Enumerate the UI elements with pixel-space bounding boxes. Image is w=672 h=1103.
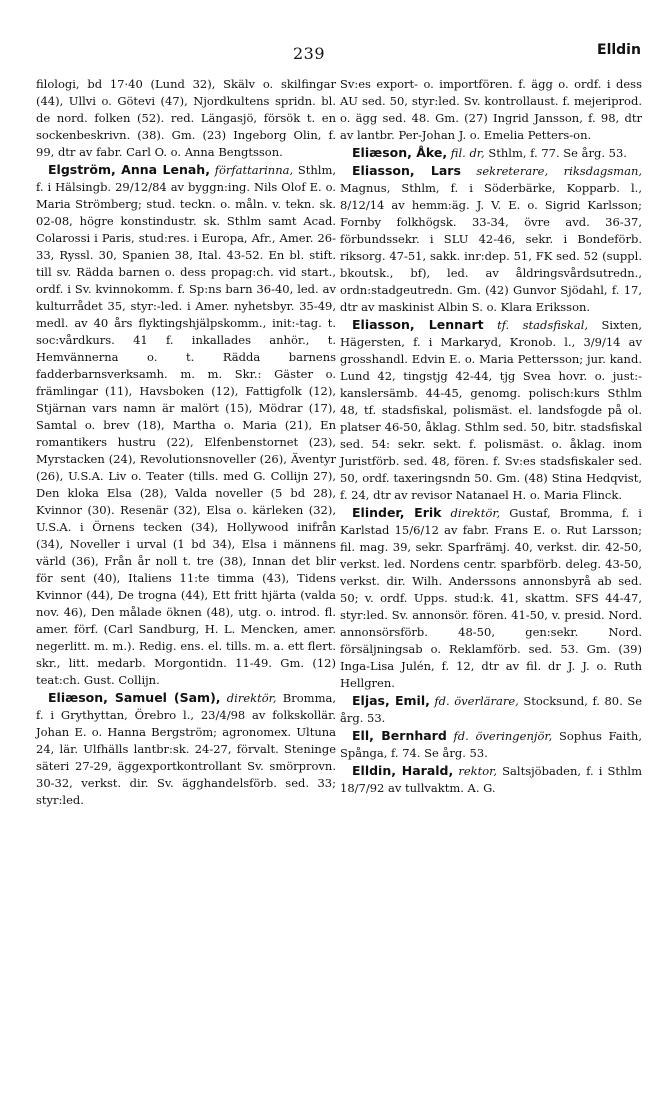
page-number: 239: [293, 44, 326, 63]
entry-text: Sixten, Hägersten, f. i Markaryd, Kronob. l., 3/9/14 av grosshandl. Edvin E. o. Maria Pettersson; jur. kand. Lund 42, tingstjg 42-44, tjg Svea hovr. o. just:-kanslersämb. 44-45, genomg. polisch:kurs Sthlm 48, tf. stadsfiskal, polismäst. el. landsfogde på ol. platser 46-50, åklag. Sthlm sed. 50, bitr. stadsfiskal sed. 54: sekr. sekt. f. polismäst. o. åklag. inom Juristförb. sed. 48, fören. f. Sv:es stadsfiskaler sed. 50, ordf. taxeringsndn 50. Gm. (48) Stina Hedqvist, f. 24, dtr av revisor Natanael H. o. Maria Flinck.: [340, 318, 643, 502]
entry-occupation: tf. stadsfiskal,: [497, 318, 589, 332]
entry-text: Sv:es export- o. importfören. f. ägg o. ordf. i dess AU sed. 50, styr:led. Sv. kontrollaust. f. mejeriprod. o. ägg sed. 48. Gm. (27) Ingrid Jansson, f. 98, dtr av lantbr. Per-Johan J. o. Emelia Petters-on.: [340, 77, 642, 142]
entry-text: Gustaf, Bromma, f. i Karlstad 15/6/12 av fabr. Frans E. o. Rut Larsson; fil. mag. 39, sekr. Sparfrämj. 40, verkst. dir. 42-50, verkst. led. Nordens centr. sparbförb. deleg. 43-50, verkst. dir. Wilh. Anderssons annonsbyrå ab sed. 50; v. ordf. Upps. stud:k. 41, skattm. SFS 44-47, styr:led. Sv. annonsör. fören. 41-50, v. presid. Nord. annonsörsförb. 48-50, gen:sekr. Nord. försäljningsab o. Reklamförb. sed. 53. Gm. (39) Inga-Lisa Julén, f. 12, dtr av fil. dr J. J. o. Ruth Hellgren.: [340, 506, 642, 690]
entry: [36, 689, 336, 809]
entry-headword: Eliasson, Lars: [352, 163, 461, 178]
entry-occupation: direktör,: [450, 506, 501, 520]
entry-headword: Eliæson, Åke,: [352, 145, 448, 160]
entry: [340, 504, 642, 692]
entry-occupation: fd. överingenjör,: [453, 729, 553, 743]
entry: [340, 762, 642, 797]
entry-text: Sophus Faith, Spånga, f. 74. Se årg. 53.: [340, 729, 642, 760]
entry: [340, 727, 642, 762]
entry: [340, 144, 642, 162]
page-header: [0, 30, 672, 63]
right-column: [340, 76, 642, 797]
entry: [36, 161, 336, 689]
running-head: Elldin: [597, 42, 641, 58]
entry: [36, 76, 336, 161]
entry: [340, 76, 642, 144]
entry: [340, 692, 642, 727]
entry-occupation: fil. dr,: [450, 146, 485, 160]
entry-text: Stocksund, f. 80. Se årg. 53.: [340, 694, 643, 725]
entry-occupation: fd. överlärare,: [434, 694, 519, 708]
entry-text: Magnus, Sthlm, f. i Söderbärke, Kopparb. l., 8/12/14 av hemm:äg. J. V. E. o. Sigrid Karlsson; Fornby folkhögsk. 33-34, övre avd. 36-37, förbundssekr. i SLU 42-46, sekr. i Bondeförb. riksorg. 47-51, sakk. inr:dep. 51, FK sed. 52 (suppl. bkoutsk., bf), led. av åldringsvårdsutredn., ordn:stadgeutredn. Gm. (42) Gunvor Sjödahl, f. 17, dtr av maskinist Albin S. o. Klara Eriksson.: [340, 181, 642, 314]
entry-text: Sthlm, f. i Hälsingb. 29/12/84 av byggn:ing. Nils Olof E. o. Maria Strömberg; stud. teckn. o. måln. v. tekn. sk. 02-08, högre konstindustr. sk. Sthlm samt Acad. Colarossi i Paris, stud:res. i Europa, Afr., Amer. 26-33, Ryssl. 30, Spanien 38, Ital. 43-52. En bl. stift. till sv. Rädda barnen o. dess propag:ch. vid start., ordf. i Sv. kvinnokomm. f. Sp:ns barn 36-40, led. av kulturrådet 35, styr:-led. i Amer. nyhetsbyr. 35-49, medl. av 40 års flyktingshjälpskomm., init:-tag. t. soc:vårdkurs. 41 f. inkallades anhör., t. Hemvännerna o. t. Rädda barnens fadderbarnsverksamh. m. m. Skr.: Gäster o. främlingar (11), Havsboken (12), Fattigfolk (12), Stjärnan vars namn är malört (15), Mödrar (17), Samtal o. brev (18), Martha o. Maria (21), En romantikers hustru (22), Elfenbenstornet (23), Myrstacken (24), Revolutionsnoveller (26), Äventyr (26), U.S.A. Liv o. Teater (tills. med G. Collijn 27), Den kloka Elsa (28), Valda noveller (5 bd 28), Kvinnor (30). Resenär (32), Elsa o. kärleken (32), U.S.A. i Örnens tecken (34), Hollywood inifrån (34), Noveller i urval (1 bd 34), Elsa i männens värld (36), Från år noll t. tre (38), Innan det blir för sent (40), Italiens 11:te timma (43), Tidens Kvinnor (44), De trogna (44), Ett fritt hjärta (valda nov. 46), Den målade öknen (48), utg. o. introd. fl. amer. förf. (Carl Sandburg, H. L. Mencken, amer. negerlitt. m. m.). Redig. ens. el. tills. m. a. ett flert. skr., litt. medarb. Morgontidn. 11-49. Gm. (12) teat:ch. Gust. Collijn.: [36, 163, 337, 687]
entry-headword: Eljas, Emil,: [352, 693, 430, 708]
entry-text: Sthlm, f. 77. Se årg. 53.: [488, 146, 627, 160]
entry: [340, 316, 642, 504]
entry-occupation: författarinna,: [214, 163, 294, 177]
entry-headword: Elinder, Erik: [352, 505, 442, 520]
entry-headword: Eliasson, Lennart: [352, 317, 484, 332]
entry-text: Saltsjöbaden, f. i Sthlm 18/7/92 av tullvaktm. A. G.: [340, 764, 642, 795]
entry-occupation: direktör,: [226, 691, 277, 705]
entry-headword: Elgström, Anna Lenah,: [48, 162, 210, 177]
entry-occupation: sekreterare, riksdagsman,: [476, 164, 643, 178]
entry-headword: Eliæson, Samuel (Sam),: [48, 690, 221, 705]
entry-occupation: rektor,: [458, 764, 498, 778]
entry-text: Bromma, f. i Grythyttan, Örebro l., 23/4/98 av folkskollär. Johan E. o. Hanna Bergström; agronomex. Ultuna 24, lär. Ulfhälls lantbr:sk. 24-27, förvalt. Steninge säteri 27-29, äggexportkontrollant Sv. smörprovn. 30-32, verkst. dir. Sv. ägghandelsförb. sed. 33; styr:led.: [36, 691, 336, 807]
entry-headword: Elldin, Harald,: [352, 763, 454, 778]
left-column: [36, 76, 336, 809]
entry-text: filologi, bd 17·40 (Lund 32), Skälv o. skilfingar (44), Ullvi o. Götevi (47), Njordkultens spridn. bl. de nord. folken (52). red. Längasjö, försök t. en sockenbeskrivn. (38). Gm. (23) Ingeborg Olin, f. 99, dtr av fabr. Carl O. o. Anna Bengtsson.: [36, 77, 336, 159]
entry-headword: Ell, Bernhard: [352, 728, 447, 743]
entry: [340, 162, 642, 316]
